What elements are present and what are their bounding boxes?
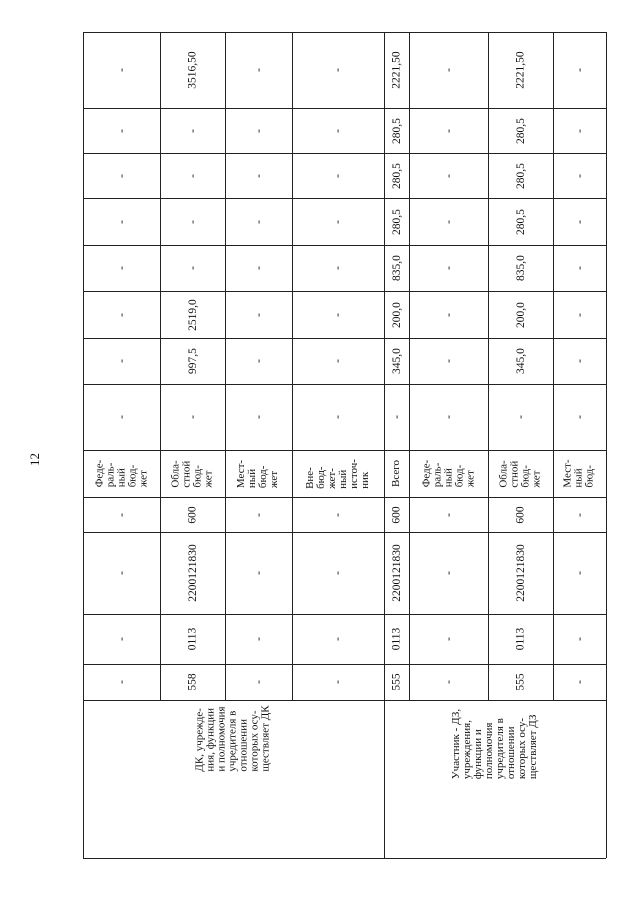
- cell-c1-text: -: [390, 415, 403, 419]
- cell-c8: [160, 32, 225, 108]
- cell-c5-text: -: [442, 219, 455, 224]
- cell-c7-text: -: [115, 128, 128, 133]
- cell-c7-text: -: [332, 128, 344, 133]
- cell-source-text: Вне- бюд- жет- ный источ- ник: [304, 458, 371, 489]
- cell-source-text: Всего: [390, 460, 403, 487]
- participant-dz: [384, 700, 606, 858]
- cell-c8-text: -: [252, 68, 265, 72]
- cell-grbs: [409, 664, 488, 700]
- cell-c4: [488, 245, 553, 291]
- cell-grbs: [160, 664, 225, 700]
- cell-c4-text: 835,0: [514, 255, 527, 281]
- cell-c4-text: 835,0: [390, 255, 403, 281]
- cell-csr: [225, 532, 292, 614]
- cell-c3: [409, 291, 488, 338]
- cell-c8-text: -: [332, 68, 344, 72]
- cell-c2-text: -: [573, 359, 586, 363]
- cell-c3-text: -: [115, 312, 128, 317]
- cell-grbs-text: 558: [186, 673, 199, 691]
- cell-c1-text: -: [252, 415, 265, 419]
- cell-c1-text: -: [514, 415, 527, 419]
- cell-c6: [553, 153, 606, 198]
- cell-grbs: [225, 664, 292, 700]
- cell-grbs-text: -: [252, 680, 265, 684]
- cell-source-text: Феде- раль- ный бюд- жет: [92, 459, 149, 488]
- cell-c4: [409, 245, 488, 291]
- cell-c1: [488, 384, 553, 450]
- cell-c8-text: -: [573, 68, 586, 72]
- cell-c7: [225, 108, 292, 153]
- cell-c6: [292, 153, 384, 198]
- cell-c3: [384, 291, 409, 338]
- cell-c5-text: -: [186, 219, 199, 224]
- cell-c8: [225, 32, 292, 108]
- cell-csr-text: 2200121830: [186, 544, 199, 602]
- cell-c5: [409, 198, 488, 245]
- cell-rz-text: -: [442, 637, 455, 641]
- cell-c6: [160, 153, 225, 198]
- cell-c7-text: -: [252, 128, 265, 133]
- cell-c4: [160, 245, 225, 291]
- cell-c8: [83, 32, 160, 108]
- cell-csr: [292, 532, 384, 614]
- cell-c6-text: -: [115, 173, 128, 178]
- cell-csr: [160, 532, 225, 614]
- cell-source: [225, 450, 292, 497]
- cell-source-text: Обла- стной бюд- жет: [497, 459, 543, 488]
- cell-grbs-text: -: [332, 680, 344, 684]
- cell-rz: [225, 614, 292, 664]
- cell-vr: [384, 497, 409, 532]
- cell-c6-text: -: [186, 173, 199, 178]
- cell-c7-text: 280,5: [390, 117, 403, 144]
- cell-c3: [83, 291, 160, 338]
- cell-c4-text: -: [115, 266, 128, 270]
- cell-c3: [292, 291, 384, 338]
- cell-c1: [160, 384, 225, 450]
- cell-c2: [553, 338, 606, 384]
- cell-c6-text: 280,5: [514, 162, 527, 189]
- cell-c2-text: 997,5: [186, 348, 199, 374]
- cell-c8-text: -: [442, 68, 455, 72]
- cell-source: [553, 450, 606, 497]
- cell-source-text: Мест- ный бюд- жет: [235, 459, 281, 488]
- cell-c7: [409, 108, 488, 153]
- cell-c3: [488, 291, 553, 338]
- cell-c8: [384, 32, 409, 108]
- cell-rz: [553, 614, 606, 664]
- cell-c7-text: -: [573, 128, 586, 133]
- cell-csr: [409, 532, 488, 614]
- cell-csr-text: -: [442, 571, 455, 575]
- cell-vr: [225, 497, 292, 532]
- cell-c8: [292, 32, 384, 108]
- cell-c1: [409, 384, 488, 450]
- cell-c3: [225, 291, 292, 338]
- cell-c4: [553, 245, 606, 291]
- cell-c6-text: -: [332, 173, 344, 178]
- cell-rz: [83, 614, 160, 664]
- cell-source-text: Феде- раль- ный бюд- жет: [419, 459, 476, 488]
- cell-source-text: Мест- ный бюд-: [562, 459, 596, 488]
- participant-dz-text: Участник - ДЗ, учреждения, функции и полномочия учредителя в отношении которых осу- ществляет ДЗ: [450, 708, 539, 780]
- grid-line: [606, 32, 607, 858]
- cell-c2-text: -: [442, 359, 455, 363]
- cell-source: [83, 450, 160, 497]
- cell-vr-text: -: [442, 512, 455, 517]
- participant-dk-text: ДК, учрежде- ния, функции и полномочия учредителя в отношении которых осу- ществляет ДК: [193, 705, 272, 772]
- cell-grbs: [83, 664, 160, 700]
- cell-c4-text: -: [186, 266, 199, 270]
- cell-c4-text: -: [442, 266, 455, 270]
- cell-c7: [384, 108, 409, 153]
- cell-c3-text: -: [332, 312, 344, 317]
- cell-vr-text: -: [115, 512, 128, 517]
- cell-c4: [384, 245, 409, 291]
- cell-vr: [160, 497, 225, 532]
- cell-c2: [160, 338, 225, 384]
- cell-c1: [553, 384, 606, 450]
- cell-c2: [225, 338, 292, 384]
- cell-grbs-text: -: [115, 680, 128, 684]
- cell-rz: [488, 614, 553, 664]
- page-number: 12: [27, 453, 42, 466]
- cell-c1-text: -: [332, 415, 344, 419]
- cell-c2-text: -: [115, 359, 128, 363]
- cell-c2: [83, 338, 160, 384]
- cell-rz: [409, 614, 488, 664]
- cell-source: [384, 450, 409, 497]
- cell-c5-text: -: [573, 219, 586, 224]
- cell-c5-text: -: [332, 219, 344, 224]
- cell-vr: [292, 497, 384, 532]
- cell-c1: [292, 384, 384, 450]
- cell-vr-text: -: [573, 512, 586, 517]
- cell-c2: [292, 338, 384, 384]
- cell-grbs: [488, 664, 553, 700]
- cell-c2-text: -: [332, 359, 344, 363]
- cell-csr: [488, 532, 553, 614]
- cell-c6: [488, 153, 553, 198]
- cell-c6-text: -: [442, 173, 455, 178]
- cell-rz: [292, 614, 384, 664]
- cell-rz-text: 0113: [186, 627, 199, 651]
- cell-c5-text: 280,5: [514, 208, 527, 235]
- cell-grbs: [553, 664, 606, 700]
- cell-vr-text: -: [332, 512, 344, 517]
- cell-c6-text: -: [252, 173, 265, 178]
- cell-c6: [225, 153, 292, 198]
- cell-c8-text: -: [115, 68, 128, 72]
- cell-c4: [292, 245, 384, 291]
- grid-line: [83, 858, 606, 859]
- cell-c1-text: -: [442, 415, 455, 419]
- cell-c7: [553, 108, 606, 153]
- cell-c6-text: 280,5: [390, 162, 403, 189]
- cell-c5-text: -: [252, 219, 265, 224]
- cell-c5-text: -: [115, 219, 128, 224]
- cell-c5: [384, 198, 409, 245]
- cell-c6: [384, 153, 409, 198]
- cell-csr-text: 2200121830: [514, 544, 527, 602]
- cell-c8: [488, 32, 553, 108]
- cell-c5: [83, 198, 160, 245]
- cell-grbs-text: 555: [390, 673, 403, 691]
- cell-c2: [384, 338, 409, 384]
- cell-c1: [384, 384, 409, 450]
- cell-csr: [384, 532, 409, 614]
- cell-rz: [384, 614, 409, 664]
- cell-c5-text: 280,5: [390, 208, 403, 235]
- cell-rz-text: 0113: [514, 627, 527, 651]
- cell-grbs-text: 555: [514, 673, 527, 691]
- cell-grbs-text: -: [442, 680, 455, 684]
- cell-c7-text: -: [186, 128, 199, 133]
- cell-rz-text: -: [252, 637, 265, 641]
- cell-c7: [292, 108, 384, 153]
- cell-csr-text: -: [252, 571, 265, 575]
- cell-source-text: Обла- стной бюд- жет: [169, 459, 215, 488]
- cell-c5: [225, 198, 292, 245]
- cell-c3-text: 200,0: [514, 301, 527, 328]
- cell-c6: [409, 153, 488, 198]
- cell-c2: [409, 338, 488, 384]
- cell-c8: [409, 32, 488, 108]
- cell-c1-text: -: [573, 415, 586, 419]
- cell-vr: [553, 497, 606, 532]
- cell-c4-text: -: [252, 266, 265, 270]
- cell-c7: [488, 108, 553, 153]
- cell-source: [292, 450, 384, 497]
- cell-c3: [160, 291, 225, 338]
- cell-c3-text: -: [442, 312, 455, 317]
- cell-c7: [160, 108, 225, 153]
- cell-csr: [83, 532, 160, 614]
- cell-c7: [83, 108, 160, 153]
- cell-c8-text: 2221,50: [390, 51, 403, 89]
- cell-grbs-text: -: [573, 680, 586, 684]
- cell-c6-text: -: [573, 173, 586, 178]
- cell-c3-text: -: [573, 312, 586, 317]
- cell-c7-text: 280,5: [514, 117, 527, 144]
- cell-vr: [409, 497, 488, 532]
- cell-rz-text: -: [573, 637, 586, 641]
- cell-c1: [225, 384, 292, 450]
- cell-c4: [225, 245, 292, 291]
- cell-c1-text: -: [115, 415, 128, 419]
- cell-c2-text: -: [252, 359, 265, 363]
- cell-c3-text: -: [252, 312, 265, 317]
- cell-c3: [553, 291, 606, 338]
- cell-source: [409, 450, 488, 497]
- cell-vr-text: 600: [514, 505, 527, 524]
- cell-grbs: [292, 664, 384, 700]
- cell-c2-text: 345,0: [514, 348, 527, 374]
- cell-c3-text: 200,0: [390, 301, 403, 328]
- cell-vr-text: -: [252, 512, 265, 517]
- cell-vr: [83, 497, 160, 532]
- cell-csr-text: 2200121830: [390, 544, 403, 602]
- cell-c5: [160, 198, 225, 245]
- cell-csr: [553, 532, 606, 614]
- cell-c1-text: -: [186, 415, 199, 419]
- cell-c5: [488, 198, 553, 245]
- cell-c5: [553, 198, 606, 245]
- cell-grbs: [384, 664, 409, 700]
- cell-c6: [83, 153, 160, 198]
- cell-c5: [292, 198, 384, 245]
- cell-vr: [488, 497, 553, 532]
- cell-rz-text: 0113: [390, 627, 403, 651]
- cell-c8: [553, 32, 606, 108]
- cell-vr-text: 600: [390, 505, 403, 524]
- cell-csr-text: -: [332, 571, 344, 575]
- cell-c4: [83, 245, 160, 291]
- cell-rz-text: -: [332, 637, 344, 641]
- cell-c7-text: -: [442, 128, 455, 133]
- cell-rz-text: -: [115, 637, 128, 641]
- cell-c8-text: 2221,50: [514, 51, 527, 89]
- cell-c3-text: 2519,0: [186, 298, 199, 331]
- cell-csr-text: -: [115, 571, 128, 575]
- cell-c2: [488, 338, 553, 384]
- cell-c4-text: -: [332, 266, 344, 270]
- cell-c4-text: -: [573, 266, 586, 270]
- cell-c8-text: 3516,50: [186, 51, 199, 89]
- cell-c1: [83, 384, 160, 450]
- cell-source: [160, 450, 225, 497]
- cell-vr-text: 600: [186, 505, 199, 524]
- cell-source: [488, 450, 553, 497]
- cell-csr-text: -: [573, 571, 586, 575]
- participant-dk: [83, 700, 384, 858]
- cell-c2-text: 345,0: [390, 348, 403, 374]
- cell-rz: [160, 614, 225, 664]
